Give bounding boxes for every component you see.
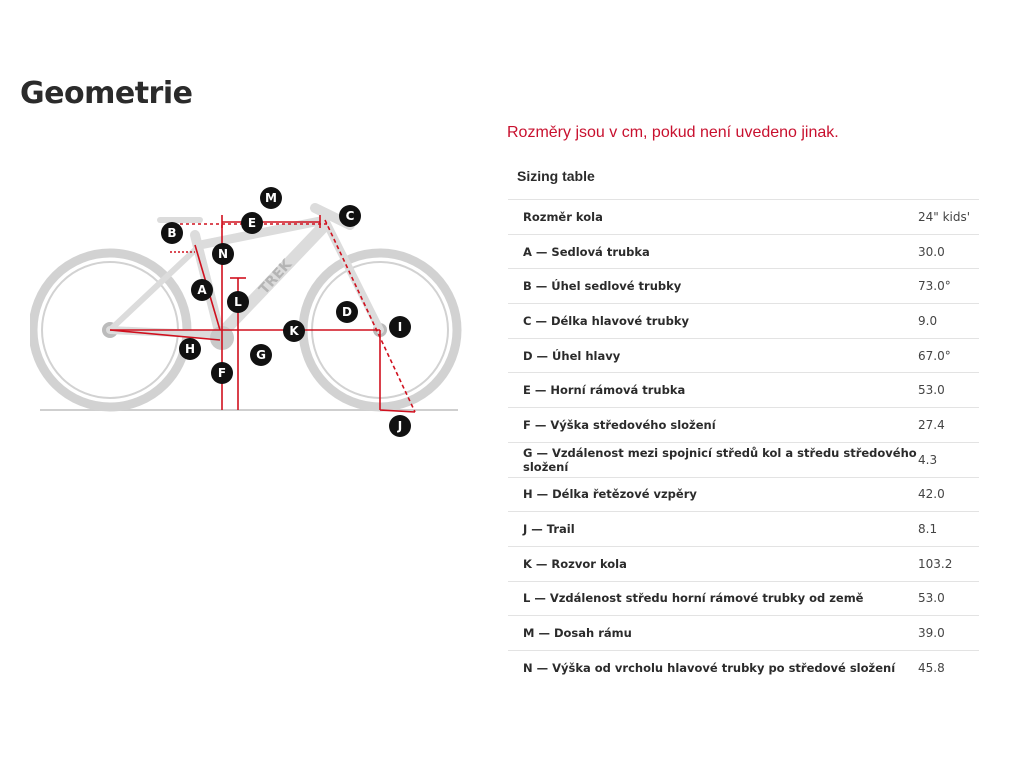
svg-text:J: J [397,419,403,433]
row-value: 53.0 [918,373,979,408]
marker-a [191,279,213,301]
marker-c [339,205,361,227]
row-label: F — Výška středového složení [508,408,918,443]
table-row [508,581,979,616]
frame-logo: TREK [256,256,296,298]
marker-b [161,222,183,244]
row-value: 45.8 [918,660,945,675]
row-label: A — Sedlová trubka [508,234,918,269]
svg-text:E: E [247,216,257,230]
row-label: J — Trail [508,512,918,547]
table-row [508,338,979,373]
svg-text:B: B [167,226,177,240]
row-label: G — Vzdálenost mezi spojnicí středů kol a středu středového složení [508,442,918,477]
table-row [508,616,979,651]
svg-text:H: H [184,342,196,356]
svg-text:A: A [197,283,207,297]
table-row [508,408,979,443]
bike-geometry-diagram [30,180,470,450]
marker-l [227,291,249,313]
table-row [508,442,979,477]
row-value: 24" kids' [918,200,979,234]
row-value: 4.3 [918,442,979,477]
row-value: 39.0 [918,616,979,651]
marker-e [241,212,263,234]
svg-text:K: K [289,324,299,338]
table-row [508,512,979,547]
row-value: 73.0° [918,269,979,304]
marker-i [389,316,411,338]
table-row [508,650,979,684]
units-note: Rozměry jsou v cm, pokud není uvedeno jinak. [507,124,839,141]
marker-n [212,243,234,265]
marker-h [179,338,201,360]
table-row [508,304,979,339]
row-label: L — Vzdálenost středu horní rámové trubky od země [508,581,918,616]
row-value: 27.4 [918,408,979,443]
row-label: E — Horní rámová trubka [508,373,918,408]
row-value: 67.0° [918,338,979,373]
row-label: K — Rozvor kola [508,546,918,581]
svg-text:N: N [217,247,229,261]
marker-m [260,187,282,209]
svg-text:F: F [217,366,227,380]
row-value: 8.1 [918,512,979,547]
marker-j [389,415,411,437]
row-value: 42.0 [918,477,979,512]
geometry-table [508,200,979,685]
table-row [508,373,979,408]
sizing-table [508,162,979,685]
marker-g [250,344,272,366]
row-label: B — Úhel sedlové trubky [508,269,918,304]
row-label: D — Úhel hlavy [508,338,918,373]
svg-text:M: M [265,191,277,205]
row-label: N — Výška od vrcholu hlavové trubky po středové složení [523,660,896,675]
table-row [508,269,979,304]
row-label: M — Dosah rámu [508,616,918,651]
svg-text:G: G [256,348,266,362]
svg-text:I: I [397,320,403,334]
marker-f [211,362,233,384]
svg-text:D: D [342,305,352,319]
row-label: C — Délka hlavové trubky [508,304,918,339]
sizing-table-caption: Sizing table [508,162,979,200]
row-label: H — Délka řetězové vzpěry [508,477,918,512]
page-title: Geometrie [20,76,193,111]
marker-k [283,320,305,342]
svg-text:C: C [345,209,355,223]
row-value: 103.2 [918,546,979,581]
row-label: Rozměr kola [508,200,918,234]
row-value: 53.0 [918,581,979,616]
row-value: 30.0 [918,234,979,269]
table-row [508,234,979,269]
table-row [508,546,979,581]
table-row [508,200,979,234]
marker-d [336,301,358,323]
table-row [508,477,979,512]
svg-text:L: L [234,295,242,309]
row-value: 9.0 [918,304,979,339]
